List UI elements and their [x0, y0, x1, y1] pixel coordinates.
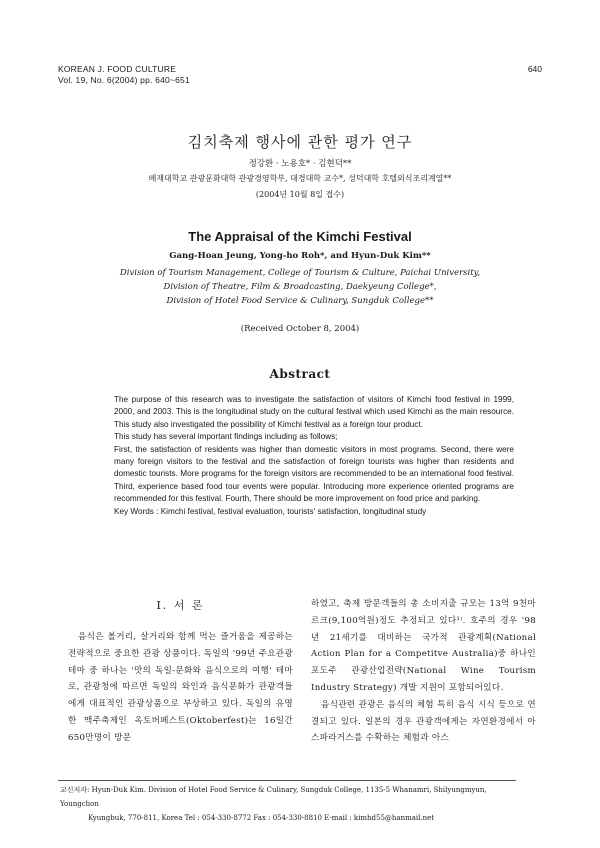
volume-info: Vol. 19, No. 6(2004) pp. 640~651: [58, 75, 190, 85]
korean-authors: 정강환 · 노용호* · 김현덕**: [248, 159, 352, 169]
affiliation-line: Division of Theatre, Film & Broadcasting, Daekyeung College*,: [163, 282, 437, 293]
abstract-paragraph: This study has several important findings including as follows;: [114, 432, 338, 442]
english-title: The Appraisal of the Kimchi Festival: [188, 229, 412, 244]
affiliation-line: Division of Tourism Management, College of Tourism & Culture, Paichai University,: [119, 268, 481, 278]
corresponding-author-footnote: [60, 783, 520, 825]
abstract-body: [114, 394, 514, 518]
footnote-divider: [58, 780, 516, 781]
footnote-line: 교신저자: Hyun-Duk Kim. Division of Hotel Food Service & Culinary, Sungduk College, 1135-5 Whanamri, Shilyungmyun, Youngchon: [60, 786, 487, 808]
footnote-line: Kyungbuk, 770-811, Korea Tel : 054-330-8772 Fax : 054-330-8810 E-mail : kimhd55@hanmail.net: [88, 814, 435, 822]
korean-affiliations: 배재대학교 관광문화대학 관광경영학부, 대경대학 교수*, 성덕대학 호텔외식조리계열**: [148, 174, 452, 183]
body-column-left: [68, 596, 293, 747]
section-heading: I. 서 론: [156, 599, 205, 612]
body-column-right: [311, 596, 536, 747]
body-paragraph: 음식관련 관광은 음식의 체험 특히 음식 시식 등으로 연결되고 있다. 일본의 경우 관광객에게는 자연환경에서 아스파라거스를 수확하는 체험과 아스: [311, 699, 536, 744]
english-affiliations: [40, 266, 560, 309]
english-authors: Gang-Hoan Jeung, Yong-ho Roh*, and Hyun-Duk Kim**: [169, 251, 431, 261]
affiliation-line: Division of Hotel Food Service & Culinary, Sungduk College**: [166, 296, 434, 307]
body-paragraph: 하였고, 축제 방문객들의 총 소비지출 규모는 13억 9천마르크(9,100억원)정도 추정되고 있다¹⁾. 호주의 경우 '98년 21세기를 대비하는 국가적 관광계획(National Action Plan for a Competitve Australia)중 하나인 포도주 관광산업전략(National Wine Tourism Industry Strategy) 개발 지원이 포함되어있다.: [311, 599, 536, 693]
abstract-paragraph: The purpose of this research was to investigate the satisfaction of visitors of Kimchi food festival in 1999, 2000, and 2003. This is the longitudinal study on the cultural festival which used Kimchi as the main resource. This study also investigated the possibility of Kimchi festival as a foreign tour product.: [114, 395, 514, 429]
korean-received-date: (2004년 10월 8일 접수): [255, 190, 345, 199]
body-paragraph: 음식은 볼거리, 살거리와 함께 먹는 즐거움을 제공하는 전략적으로 중요한 관광 상품이다. 독일의 '99년 주요관광 테마 중 하나는 '맛의 독일-문화와 음식으로의 여행' 테마로, 관광청에 따르면 독일의 와인과 음식문화가 관광객들에게 대표적인 관광상품으로 부상하고 있다. 독일의 유명한 맥주축제인 옥토버페스트(Oktoberfest)는 16일간 650만명이 방문: [68, 632, 293, 743]
journal-header: [58, 64, 190, 86]
abstract-heading: Abstract: [269, 367, 331, 381]
korean-title: 김치축제 행사에 관한 평가 연구: [187, 133, 413, 151]
page-number: 640: [527, 64, 542, 74]
keywords: Key Words : Kimchi festival, festival evaluation, tourists' satisfaction, longitudinal study: [114, 506, 427, 516]
abstract-paragraph: First, the satisfaction of residents was higher than domestic visitors in most programs. Second, there were many foreign visitors to the festival and the satisfaction of foreign tourists was higher than residents and domestic tourists. More programs for the foreign visitors are recommended to be an international food festival. Third, experience based food tour events were popular. Introducing more experience oriented programs are recommended for this festival. Fourth, There should be more improvement on food price and parking.: [114, 444, 514, 504]
journal-name: KOREAN J. FOOD CULTURE: [58, 64, 177, 74]
english-received-date: (Received October 8, 2004): [240, 324, 360, 334]
